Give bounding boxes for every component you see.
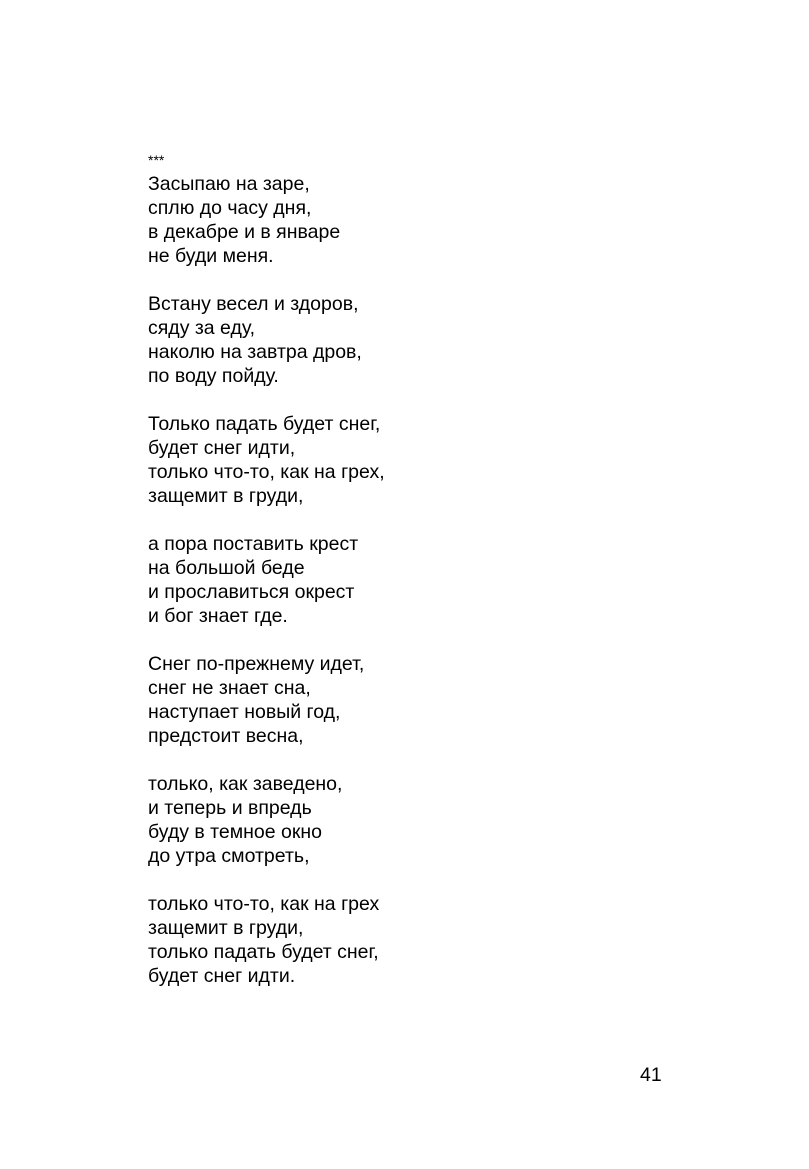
- poem-line: не буди меня.: [148, 245, 274, 267]
- stanza-1: [148, 172, 708, 268]
- poem-line: только, как заведено,: [148, 773, 343, 795]
- poem-line: наступает новый год,: [148, 701, 341, 723]
- poem-line: на большой беде: [148, 557, 305, 579]
- poem-line: только что-то, как на грех,: [148, 461, 385, 483]
- poem-line: а пора поставить крест: [148, 533, 359, 555]
- poem-line: Только падать будет снег,: [148, 413, 381, 435]
- page-number: 41: [640, 1064, 662, 1086]
- poem-line: сяду за еду,: [148, 317, 256, 339]
- poem-line: снег не знает сна,: [148, 677, 311, 699]
- poem: [148, 150, 708, 1012]
- stanza-6: [148, 772, 708, 868]
- stanza-4: [148, 532, 708, 628]
- stanza-2: [148, 292, 708, 388]
- poem-line: сплю до часу дня,: [148, 197, 312, 219]
- poem-line: только что-то, как на грех: [148, 893, 380, 915]
- poem-line: Снег по-прежнему идет,: [148, 653, 365, 675]
- poem-line: до утра смотреть,: [148, 845, 310, 867]
- poem-line: защемит в груди,: [148, 485, 304, 507]
- poem-line: и теперь и впредь: [148, 797, 312, 819]
- poem-line: будет снег идти.: [148, 965, 296, 987]
- poem-line: только падать будет снег,: [148, 941, 379, 963]
- poem-line: Встану весел и здоров,: [148, 293, 359, 315]
- stanza-3: [148, 412, 708, 508]
- poem-line: наколю на завтра дров,: [148, 341, 362, 363]
- poem-line: в декабре и в январе: [148, 221, 341, 243]
- stanza-5: [148, 652, 708, 748]
- poem-separator: ***: [148, 152, 165, 168]
- poem-line: предстоит весна,: [148, 725, 304, 747]
- stanza-7: [148, 892, 708, 988]
- poem-line: и прославиться окрест: [148, 581, 355, 603]
- poem-line: и бог знает где.: [148, 605, 288, 627]
- poem-line: буду в темное окно: [148, 821, 322, 843]
- poem-line: по воду пойду.: [148, 365, 279, 387]
- poem-line: будет снег идти,: [148, 437, 296, 459]
- poem-line: защемит в груди,: [148, 917, 304, 939]
- poem-line: Засыпаю на заре,: [148, 173, 310, 195]
